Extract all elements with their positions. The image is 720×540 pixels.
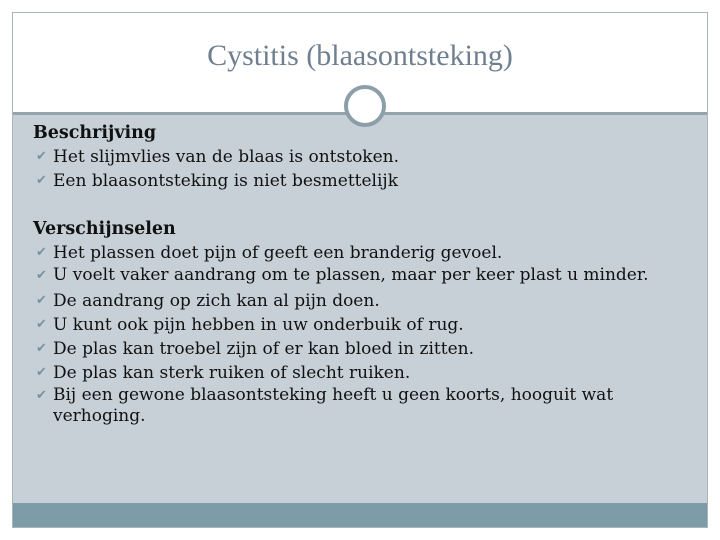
- checkmark-bullet-icon: ✔: [36, 268, 47, 283]
- list-item-text: De aandrang op zich kan al pijn doen.: [53, 291, 380, 311]
- list-item-text: De plas kan sterk ruiken of slecht ruiken.: [53, 363, 411, 383]
- checkmark-bullet-icon: ✔: [36, 317, 47, 332]
- heading-verschijnselen: Verschijnselen: [33, 219, 176, 239]
- list-item: [33, 361, 693, 385]
- list-item: [33, 385, 693, 427]
- list-item-text: Een blaasontsteking is niet besmettelijk: [53, 171, 399, 191]
- checkmark-bullet-icon: ✔: [36, 245, 47, 260]
- list-item: [33, 313, 693, 337]
- checkmark-bullet-icon: ✔: [36, 149, 47, 164]
- body-text: [33, 121, 693, 430]
- ring-icon: [344, 85, 386, 127]
- checkmark-bullet-icon: ✔: [36, 341, 47, 356]
- spacer: [33, 193, 693, 217]
- list-item: [33, 241, 693, 265]
- checkmark-bullet-icon: ✔: [36, 293, 47, 308]
- list-item: [33, 337, 693, 361]
- list-item-text: Bij een gewone blaasontsteking heeft u geen koorts, hooguit wat verhoging.: [53, 385, 614, 426]
- checkmark-bullet-icon: ✔: [36, 173, 47, 188]
- list-item: [33, 289, 693, 313]
- list-item: [33, 265, 693, 286]
- list-item: [33, 145, 693, 169]
- list-item: [33, 169, 693, 193]
- checkmark-bullet-icon: ✔: [36, 388, 47, 403]
- slide: [12, 12, 708, 528]
- list-item-text: Het slijmvlies van de blaas is ontstoken.: [53, 147, 400, 167]
- checkmark-bullet-icon: ✔: [36, 365, 47, 380]
- slide-title: Cystitis (blaasontsteking): [207, 39, 513, 72]
- list-item-text: U voelt vaker aandrang om te plassen, maar per keer plast u minder.: [53, 265, 649, 285]
- list-item-text: De plas kan troebel zijn of er kan bloed in zitten.: [53, 339, 474, 359]
- list-item-text: U kunt ook pijn hebben in uw onderbuik of rug.: [53, 315, 464, 335]
- footer-bar: [13, 503, 707, 527]
- content-area: [13, 115, 707, 503]
- heading-beschrijving: Beschrijving: [33, 123, 157, 143]
- list-item-text: Het plassen doet pijn of geeft een branderig gevoel.: [53, 243, 503, 263]
